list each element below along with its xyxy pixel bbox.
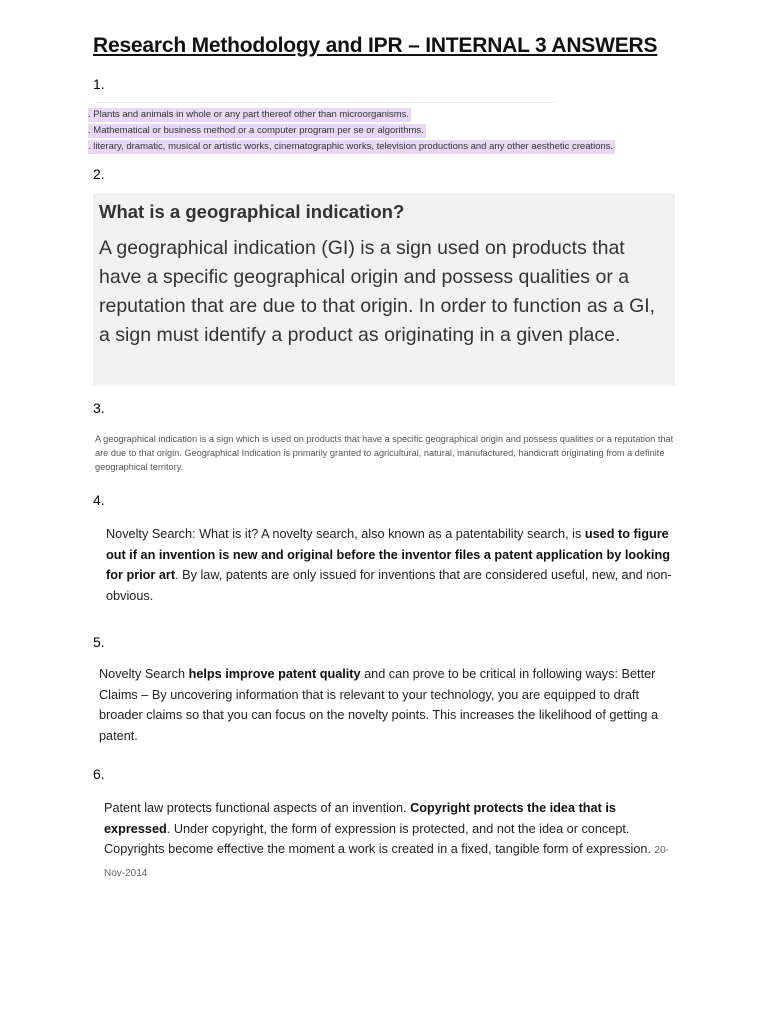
answer-6-bold: Copyright protects the idea that is expressed <box>104 801 616 836</box>
answer-6-date: 20-Nov-2014 <box>104 845 669 879</box>
answer-5-text-end: and can prove to be critical in following ways: Better Claims – By uncovering information that is relevant to your technology, you are equipped to draft broader claims so that you can focus on the novelty points. This increases the likelihood of getting a patent. <box>99 667 659 743</box>
answer-number-5: 5. <box>93 634 105 650</box>
cropped-text-edge <box>96 102 556 107</box>
list-item: . literary, dramatic, musical or artistic works, cinematographic works, television productions and any other aesthetic creations. <box>88 141 614 152</box>
answer-2-box <box>93 193 675 385</box>
answer-6-text: Patent law protects functional aspects of an invention. <box>104 801 411 815</box>
list-item: . Mathematical or business method or a computer program per se or algorithms. <box>88 125 424 136</box>
answer-number-6: 6. <box>93 766 105 782</box>
answer-number-1: 1. <box>93 76 105 92</box>
list-item: . Plants and animals in whole or any part thereof other than microorganisms. <box>88 109 410 120</box>
answer-5-bold: helps improve patent quality <box>188 667 361 681</box>
answer-5-body <box>99 664 679 746</box>
answer-1-list <box>88 102 688 155</box>
answer-4-body <box>106 524 686 606</box>
answer-6-body <box>104 798 684 884</box>
page-title: Research Methodology and IPR – INTERNAL 3 ANSWERS <box>93 34 658 57</box>
answer-2-heading: What is a geographical indication? <box>99 201 405 222</box>
answer-4-text-end: . By law, patents are only issued for inventions that are considered useful, new, and non-obvious. <box>106 568 672 603</box>
answer-number-4: 4. <box>93 492 105 508</box>
answer-4-bold: used to figure out if an invention is new and original before the inventor files a patent application by looking for prior art <box>106 527 670 582</box>
answer-number-2: 2. <box>93 166 105 182</box>
answer-3-body: A geographical indication is a sign which is used on products that have a specific geographical origin and possess qualities or a reputation that are due to that origin. Geographical Indication is primarily granted to agricultural, natural, manufactured, handicraft originating from a definite geographical territory. <box>95 434 674 472</box>
answer-4-text: Novelty Search: What is it? A novelty search, also known as a patentability search, is <box>106 527 585 541</box>
answer-number-3: 3. <box>93 400 105 416</box>
answer-6-text-end: . Under copyright, the form of expression is protected, and not the idea or concept. Copyrights become effective the moment a work is created in a fixed, tangible form of expression. <box>104 821 652 856</box>
answer-2-body: A geographical indication (GI) is a sign used on products that have a specific geographical origin and possess qualities or a reputation that are due to that origin. In order to function as a GI, a sign must identify a product as originating in a given place. <box>99 237 656 346</box>
answer-5-text: Novelty Search <box>99 667 189 681</box>
